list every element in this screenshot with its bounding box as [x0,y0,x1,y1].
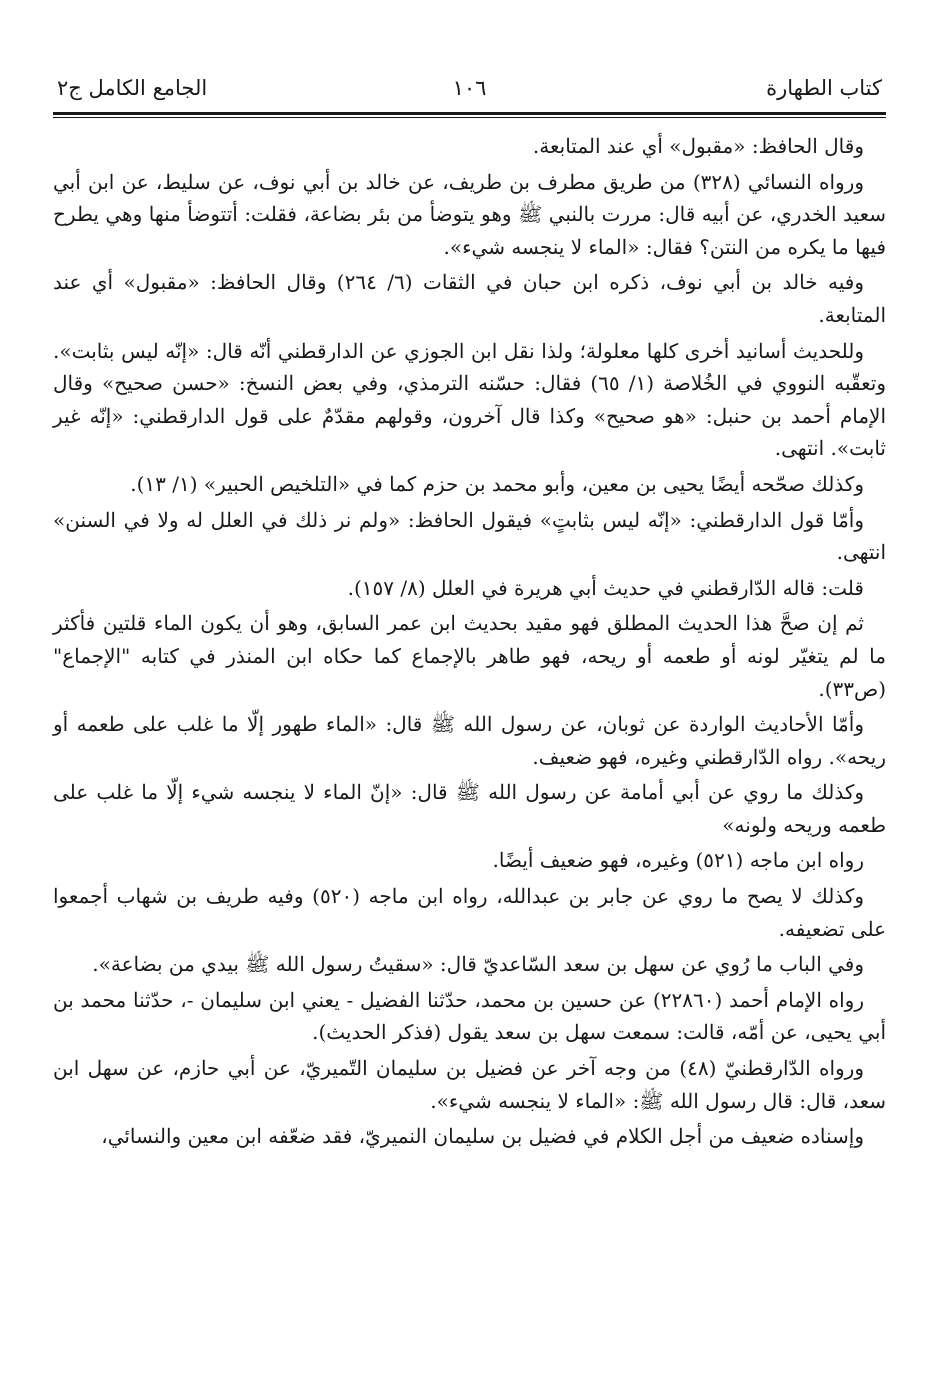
paragraph: وللحديث أسانيد أخرى كلها معلولة؛ ولذا نقل ابن الجوزي عن الدارقطني أنّه قال: «إنّه ليس بثابت». وتعقّبه النووي في الخُلاصة (١/ ٦٥) فقال: حسّنه الترمذي، وفي بعض النسخ: «حسن صحيح» وقال الإمام أحمد بن حنبل: «هو صحيح» وكذا قال آخرون، وقولهم مقدّمٌ على قول الدارقطني: «إنّه غير ثابت». انتهى. [53,338,886,461]
paragraph: وفيه خالد بن أبي نوف، ذكره ابن حبان في الثقات (٦/ ٢٦٤) وقال الحافظ: «مقبول» أي عند المتابعة. [53,270,886,327]
book-section-title: كتاب الطهارة [766,76,882,100]
paragraph: وقال الحافظ: «مقبول» أي عند المتابعة. [532,134,864,158]
paragraph: وكذلك لا يصح ما روي عن جابر بن عبدالله، رواه ابن ماجه (٥٢٠) وفيه طريف بن شهاب أجمعوا على تضعيفه. [53,884,886,941]
paragraph: وفي الباب ما رُوي عن سهل بن سعد السّاعديّ قال: «سقيتُ رسول الله ﷺ بيدي من بضاعة». [92,952,864,977]
paragraph: وإسناده ضعيف من أجل الكلام في فضيل بن سليمان النميريّ، فقد ضعّفه ابن معين والنسائي، [101,1124,864,1149]
paragraph: رواه ابن ماجه (٥٢١) وغيره، فهو ضعيف أيضًا. [492,848,864,873]
paragraph: ثم إن صحَّ هذا الحديث المطلق فهو مقيد بحديث ابن عمر السابق، وهو أن يكون الماء قلتين فأكثر ما لم يتغيّر لونه أو طعمه أو ريحه، فهو طاهر بالإجماع كما حكاه ابن المنذر في كتابه "الإجماع" (ص٣٣). [53,611,886,701]
page-body [53,130,886,1153]
header-rule-thick [53,112,886,115]
book-title: الجامع الكامل ج٢ [57,76,208,100]
paragraph: رواه الإمام أحمد (٢٢٨٦٠) عن حسين بن محمد، حدّثنا الفضيل - يعني ابن سليمان -، حدّثنا محمد بن أبي يحيى، عن أمّه، قالت: سمعت سهل بن سعد يقول (فذكر الحديث). [53,987,886,1045]
page-number: ١٠٦ [452,76,487,100]
paragraph: ورواه النسائي (٣٢٨) من طريق مطرف بن طريف، عن خالد بن أبي نوف، عن سليط، عن ابن أبي سعيد الخدري، عن أبيه قال: مررت بالنبي ﷺ وهو يتوضأ من بئر بضاعة، فقلت: أتتوضأ منها وهي يطرح فيها ما يكره من النتن؟ فقال: «الماء لا ينجسه شيء». [53,169,886,259]
paragraph: قلت: قاله الدّارقطني في حديث أبي هريرة في العلل (٨/ ١٥٧). [347,575,864,600]
paragraph: ورواه الدّارقطنيّ (٤٨) من وجه آخر عن فضيل بن سليمان التّميريّ، عن أبي حازم، عن سهل ابن سعد، قال: قال رسول الله ﷺ: «الماء لا ينجسه شيء». [53,1056,886,1113]
paragraph: وأمّا قول الدارقطني: «إنّه ليس بثابتٍ» فيقول الحافظ: «ولم نر ذلك في العلل له ولا في السنن» انتهى. [53,507,886,565]
paragraph: وكذلك صحّحه أيضًا يحيى بن معين، وأبو محمد بن حزم كما في «التلخيص الحبير» (١/ ١٣). [130,471,864,496]
paragraph: وأمّا الأحاديث الواردة عن ثوبان، عن رسول الله ﷺ قال: «الماء طهور إلّا ما غلب على طعمه أو ريحه». رواه الدّارقطني وغيره، فهو ضعيف. [53,712,886,769]
running-header [53,70,886,106]
header-rule-thin [53,117,886,118]
paragraph: وكذلك ما روي عن أبي أمامة عن رسول الله ﷺ قال: «إنّ الماء لا ينجسه شيء إلّا ما غلب على طعمه وريحه ولونه» [53,780,886,837]
